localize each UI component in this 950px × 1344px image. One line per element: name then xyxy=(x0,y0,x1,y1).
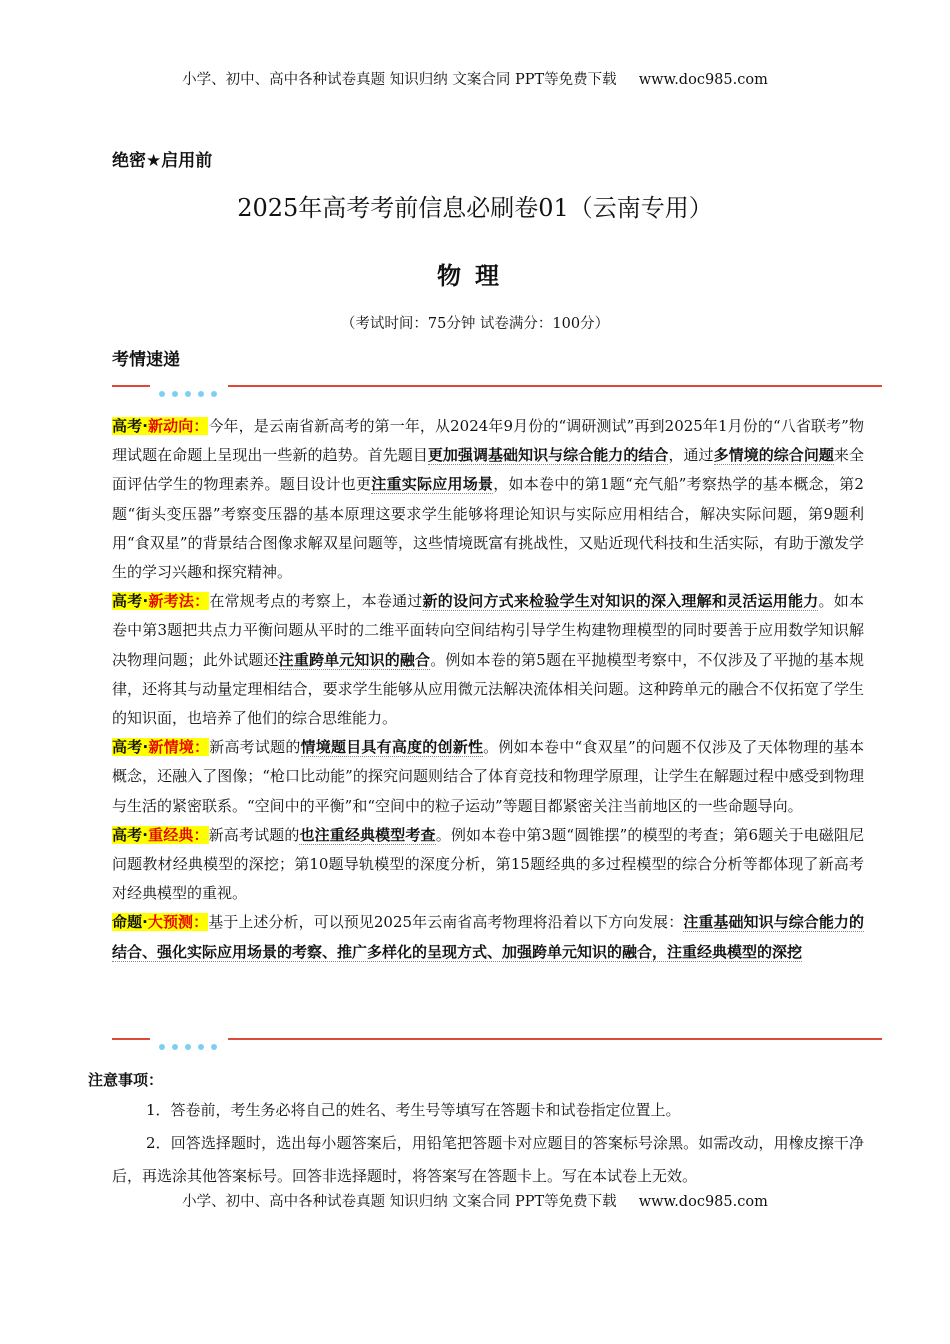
paragraph-classic: 高考·重经典：新高考试题的也注重经典模型考查。例如本卷中第3题“圆锥摆”的模型的考查；第6题关于电磁阻尼问题教材经典模型的深挖；第10题导轨模型的深度分析，第15题经典的多过程模型的综合分析等都体现了新高考对经典模型的重视。 xyxy=(112,825,864,903)
header-text: 小学、初中、高中各种试卷真题 知识归纳 文案合同 PPT等免费下载 xyxy=(182,72,617,88)
tag-new-method: 高考·新考法： xyxy=(112,592,210,611)
section-divider-top xyxy=(112,380,882,392)
divider-dots xyxy=(159,382,224,401)
footer-text: 小学、初中、高中各种试卷真题 知识归纳 文案合同 PPT等免费下载 xyxy=(182,1194,617,1210)
notes-title: 注意事项： xyxy=(88,1071,164,1089)
note-item-1: 1．答卷前，考生务必将自己的姓名、考生号等填写在答题卡和试卷指定位置上。 xyxy=(146,1101,681,1119)
exam-trend-body xyxy=(112,412,864,967)
exam-info: （考试时间：75分钟 试卷满分：100分） xyxy=(340,316,610,332)
note-item-2: 2．回答选择题时，选出每小题答案后，用铅笔把答题卡对应题目的答案标号涂黑。如需改动，用橡皮擦干净后，再选涂其他答案标号。回答非选择题时，将答案写在答题卡上。写在本试卷上无效。 xyxy=(112,1134,864,1185)
footer-url[interactable]: www.doc985.com xyxy=(638,1194,768,1210)
section-divider-bottom xyxy=(112,1033,882,1045)
tag-prediction: 命题·大预测： xyxy=(112,913,209,932)
secret-mark: 绝密★启用前 xyxy=(112,151,213,171)
tag-new-trend: 高考·新动向： xyxy=(112,417,209,435)
page-header xyxy=(0,68,950,89)
tag-new-context: 高考·新情境： xyxy=(112,738,210,757)
exam-title: 2025年高考考前信息必刷卷01（云南专用） xyxy=(237,194,713,222)
divider-dots xyxy=(159,1035,224,1054)
paragraph-prediction: 命题·大预测：基于上述分析，可以预见2025年云南省高考物理将沿着以下方向发展：注重基础知识与综合能力的结合、强化实际应用场景的考察、推广多样化的呈现方式、加强跨单元知识的融合，注重经典模型的深挖 xyxy=(112,913,864,961)
paragraph-new-trend: 高考·新动向：今年，是云南省新高考的第一年，从2024年9月份的“调研测试”再到2025年1月份的“八省联考”物理试题在命题上呈现出一些新的趋势。首先题目更加强调基础知识与综合能力的结合，通过多情境的综合问题来全面评估学生的物理素养。题目设计也更注重实际应用场景，如本卷中的第1题“充气船”考察热学的基本概念，第2题“街头变压器”考察变压器的基本原理这要求学生能够将理论知识与实际应用相结合，解决实际问题，第9题利用“食双星”的背景结合图像求解双星问题等，这些情境既富有挑战性，又贴近现代科技和生活实际，有助于激发学生的学习兴趣和探究精神。 xyxy=(112,417,864,582)
header-url[interactable]: www.doc985.com xyxy=(638,72,768,88)
paragraph-new-context: 高考·新情境：新高考试题的情境题目具有高度的创新性。例如本卷中“食双星”的问题不仅涉及了天体物理的基本概念，还融入了图像；“枪口比动能”的探究问题则结合了体育竞技和物理学原理，让学生在解题过程中感受到物理与生活的紧密联系。“空间中的平衡”和“空间中的粒子运动”等题目都紧密关注当前地区的一些命题导向。 xyxy=(112,738,864,815)
tag-classic: 高考·重经典： xyxy=(112,825,209,844)
section-title: 考情速递 xyxy=(112,350,180,370)
paragraph-new-method: 高考·新考法：在常规考点的考察上，本卷通过新的设问方式来检验学生对知识的深入理解和灵活运用能力。如本卷中第3题把共点力平衡问题从平时的二维平面转向空间结构引导学生构建物理模型的同时要善于应用数学知识解决物理问题；此外试题还注重跨单元知识的融合。例如本卷的第5题在平抛模型考察中，不仅涉及了平抛的基本规律，还将其与动量定理相结合，要求学生能够从应用微元法解决流体相关问题。这种跨单元的融合不仅拓宽了学生的知识面，也培养了他们的综合思维能力。 xyxy=(112,592,864,728)
page-footer xyxy=(0,1190,950,1211)
subject-title: 物理 xyxy=(437,262,513,290)
